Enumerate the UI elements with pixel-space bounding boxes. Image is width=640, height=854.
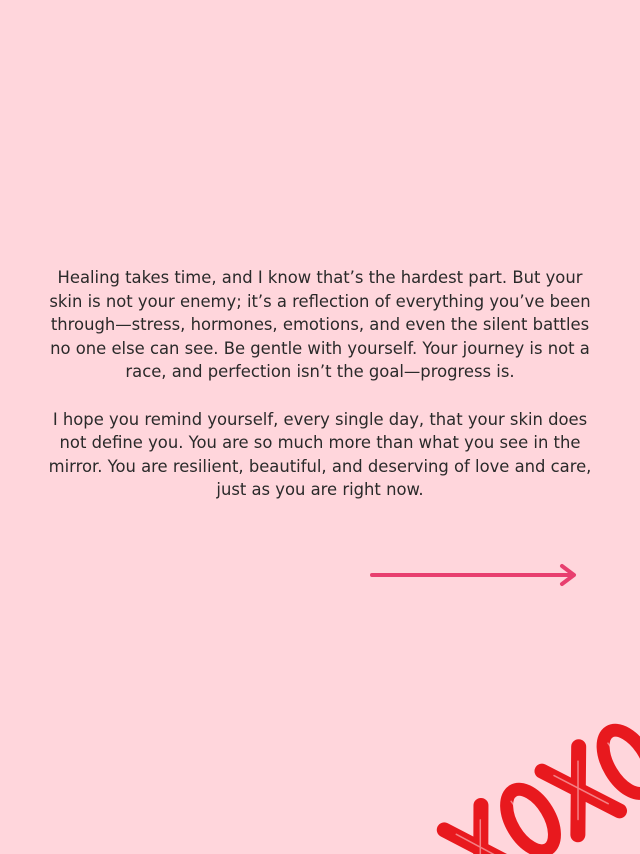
letter-body	[40, 266, 600, 502]
letter-paragraph-2: I hope you remind yourself, every single day, that your skin does not define you. You are so much more than what you see in the mirror. You are resilient, beautiful, and deserving of love and care, just as you are right now.	[48, 409, 592, 499]
letter-paragraph-1: Healing takes time, and I know that’s the hardest part. But your skin is not your enemy; it’s a reflection of everything you’ve been through—stress, hormones, emotions, and even the silent battles no one else can see. Be gentle with yourself. Your journey is not a race, and perfection isn’t the goal—progress is.	[49, 268, 591, 381]
letter-o-1	[497, 781, 565, 854]
letter-o-2	[593, 722, 640, 802]
xoxo-brush-lettering	[442, 719, 640, 854]
xoxo-signature	[420, 640, 640, 854]
arrow-right-icon[interactable]	[370, 563, 580, 587]
